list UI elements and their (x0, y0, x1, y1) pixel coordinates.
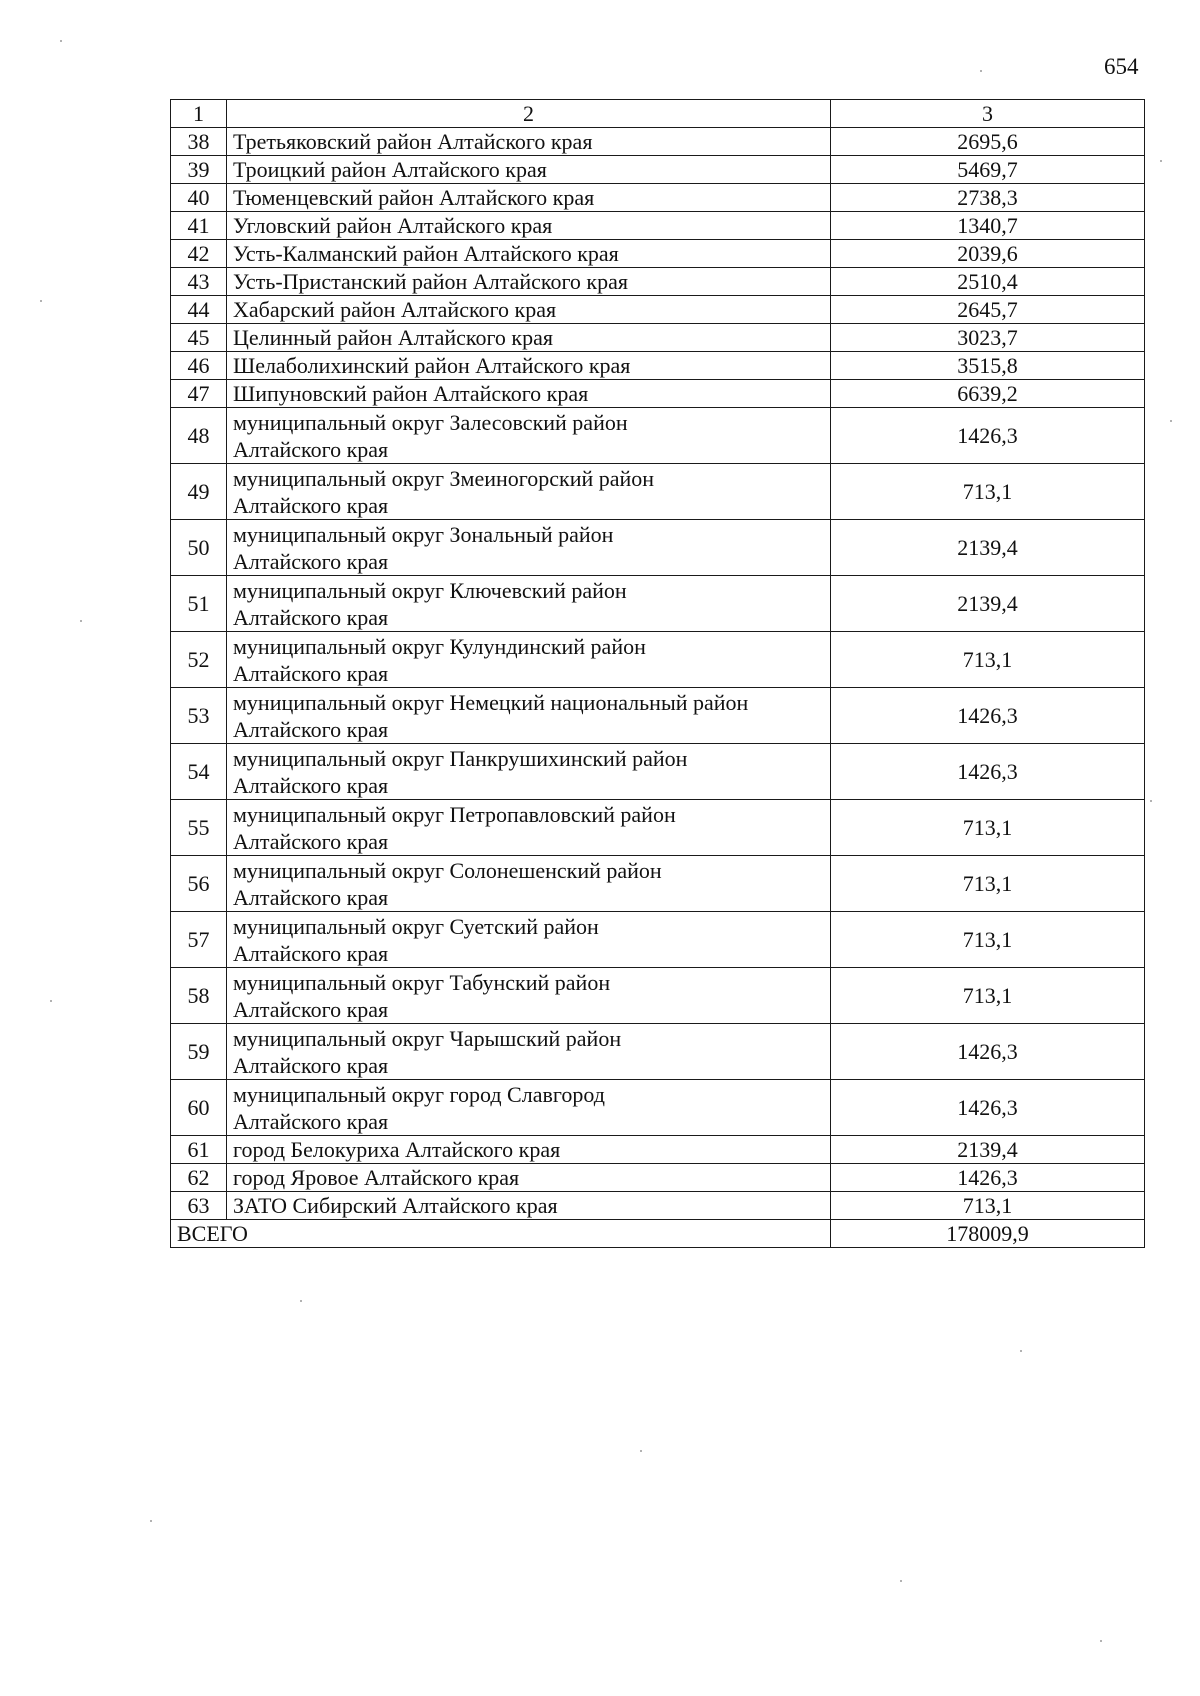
row-name (227, 856, 831, 912)
row-value: 2510,4 (831, 268, 1145, 296)
row-value: 3515,8 (831, 352, 1145, 380)
column-header: 3 (831, 100, 1145, 128)
row-number: 59 (171, 1024, 227, 1080)
row-name (227, 408, 831, 464)
row-value: 713,1 (831, 912, 1145, 968)
row-value: 1340,7 (831, 212, 1145, 240)
table-row (171, 156, 1145, 184)
row-number: 58 (171, 968, 227, 1024)
row-name-line2: Алтайского края (233, 548, 389, 574)
row-name (227, 1080, 831, 1136)
row-value: 1426,3 (831, 1164, 1145, 1192)
row-number: 49 (171, 464, 227, 520)
table-row (171, 576, 1145, 632)
row-name: Третьяковский район Алтайского края (227, 128, 831, 156)
row-number: 53 (171, 688, 227, 744)
row-name (227, 968, 831, 1024)
row-number: 44 (171, 296, 227, 324)
table-row (171, 968, 1145, 1024)
row-number: 43 (171, 268, 227, 296)
row-name (227, 1024, 831, 1080)
row-number: 50 (171, 520, 227, 576)
row-value: 2139,4 (831, 520, 1145, 576)
table-row (171, 632, 1145, 688)
row-number: 45 (171, 324, 227, 352)
row-number: 39 (171, 156, 227, 184)
row-name-line2: Алтайского края (233, 716, 389, 742)
row-value: 2645,7 (831, 296, 1145, 324)
row-name: ЗАТО Сибирский Алтайского края (227, 1192, 831, 1220)
row-name (227, 520, 831, 576)
row-number: 51 (171, 576, 227, 632)
row-name (227, 800, 831, 856)
row-value: 713,1 (831, 632, 1145, 688)
table-row (171, 408, 1145, 464)
row-number: 46 (171, 352, 227, 380)
row-name-line1: муниципальный округ Табунский район (233, 969, 611, 995)
row-value: 1426,3 (831, 1024, 1145, 1080)
row-name-line1: муниципальный округ Кулундинский район (233, 633, 646, 659)
table-row (171, 688, 1145, 744)
row-name-line2: Алтайского края (233, 996, 389, 1022)
table-row (171, 912, 1145, 968)
page-number: 654 (1104, 54, 1139, 79)
row-value: 2139,4 (831, 576, 1145, 632)
row-name (227, 576, 831, 632)
table-row (171, 212, 1145, 240)
row-name-line1: муниципальный округ город Славгород (233, 1081, 605, 1107)
row-value: 2139,4 (831, 1136, 1145, 1164)
row-value: 713,1 (831, 800, 1145, 856)
row-name-line2: Алтайского края (233, 492, 389, 518)
row-name-line1: муниципальный округ Суетский район (233, 913, 599, 939)
row-name (227, 464, 831, 520)
table-row (171, 520, 1145, 576)
row-name-line1: муниципальный округ Немецкий национальный район (233, 689, 749, 715)
row-name: Целинный район Алтайского края (227, 324, 831, 352)
row-number: 63 (171, 1192, 227, 1220)
row-name-line1: муниципальный округ Солонешенский район (233, 857, 662, 883)
row-number: 48 (171, 408, 227, 464)
data-table (170, 99, 1145, 1248)
row-name-line2: Алтайского края (233, 1108, 389, 1134)
row-name-line2: Алтайского края (233, 604, 389, 630)
total-value: 178009,9 (831, 1220, 1145, 1248)
column-header: 2 (227, 100, 831, 128)
row-name-line1: муниципальный округ Змеиногорский район (233, 465, 655, 491)
row-name: Шелаболихинский район Алтайского края (227, 352, 831, 380)
row-name-line2: Алтайского края (233, 828, 389, 854)
row-number: 57 (171, 912, 227, 968)
row-value: 1426,3 (831, 744, 1145, 800)
row-value: 1426,3 (831, 688, 1145, 744)
row-name (227, 688, 831, 744)
table-row (171, 464, 1145, 520)
column-header: 1 (171, 100, 227, 128)
row-number: 38 (171, 128, 227, 156)
row-number: 52 (171, 632, 227, 688)
row-name-line1: муниципальный округ Петропавловский район (233, 801, 676, 827)
table-row (171, 184, 1145, 212)
row-name-line1: муниципальный округ Зональный район (233, 521, 614, 547)
row-name-line2: Алтайского края (233, 436, 389, 462)
row-name: Шипуновский район Алтайского края (227, 380, 831, 408)
row-name: Хабарский район Алтайского края (227, 296, 831, 324)
row-name-line1: муниципальный округ Залесовский район (233, 409, 628, 435)
row-name-line2: Алтайского края (233, 1052, 389, 1078)
table-row (171, 128, 1145, 156)
table-row (171, 380, 1145, 408)
row-name-line1: муниципальный округ Чарышский район (233, 1025, 622, 1051)
row-number: 54 (171, 744, 227, 800)
row-number: 42 (171, 240, 227, 268)
row-value: 2039,6 (831, 240, 1145, 268)
table-row (171, 1136, 1145, 1164)
total-row (171, 1220, 1145, 1248)
row-name-line2: Алтайского края (233, 940, 389, 966)
row-number: 56 (171, 856, 227, 912)
table-row (171, 856, 1145, 912)
row-name-line2: Алтайского края (233, 884, 389, 910)
row-number: 47 (171, 380, 227, 408)
row-number: 62 (171, 1164, 227, 1192)
row-name: город Яровое Алтайского края (227, 1164, 831, 1192)
table-row (171, 800, 1145, 856)
row-name-line2: Алтайского края (233, 772, 389, 798)
row-value: 1426,3 (831, 408, 1145, 464)
total-label: ВСЕГО (171, 1220, 831, 1248)
row-name-line1: муниципальный округ Панкрушихинский район (233, 745, 688, 771)
row-value: 2695,6 (831, 128, 1145, 156)
row-value: 713,1 (831, 968, 1145, 1024)
row-value: 713,1 (831, 464, 1145, 520)
row-name: Троицкий район Алтайского края (227, 156, 831, 184)
table-row (171, 1080, 1145, 1136)
row-name-line2: Алтайского края (233, 660, 389, 686)
row-number: 40 (171, 184, 227, 212)
table-row (171, 324, 1145, 352)
table-row (171, 240, 1145, 268)
table-row (171, 296, 1145, 324)
table-header-row (171, 100, 1145, 128)
row-name: Угловский район Алтайского края (227, 212, 831, 240)
row-name: Тюменцевский район Алтайского края (227, 184, 831, 212)
table-row (171, 1192, 1145, 1220)
row-number: 60 (171, 1080, 227, 1136)
row-name: Усть-Пристанский район Алтайского края (227, 268, 831, 296)
table-row (171, 352, 1145, 380)
table-row (171, 744, 1145, 800)
table-row (171, 1024, 1145, 1080)
table-row (171, 1164, 1145, 1192)
row-value: 6639,2 (831, 380, 1145, 408)
row-name: город Белокуриха Алтайского края (227, 1136, 831, 1164)
row-value: 1426,3 (831, 1080, 1145, 1136)
row-value: 2738,3 (831, 184, 1145, 212)
row-value: 713,1 (831, 1192, 1145, 1220)
row-name (227, 744, 831, 800)
row-number: 41 (171, 212, 227, 240)
table-row (171, 268, 1145, 296)
row-name: Усть-Калманский район Алтайского края (227, 240, 831, 268)
row-value: 713,1 (831, 856, 1145, 912)
row-value: 3023,7 (831, 324, 1145, 352)
row-number: 61 (171, 1136, 227, 1164)
row-value: 5469,7 (831, 156, 1145, 184)
row-number: 55 (171, 800, 227, 856)
row-name-line1: муниципальный округ Ключевский район (233, 577, 627, 603)
row-name (227, 912, 831, 968)
row-name (227, 632, 831, 688)
